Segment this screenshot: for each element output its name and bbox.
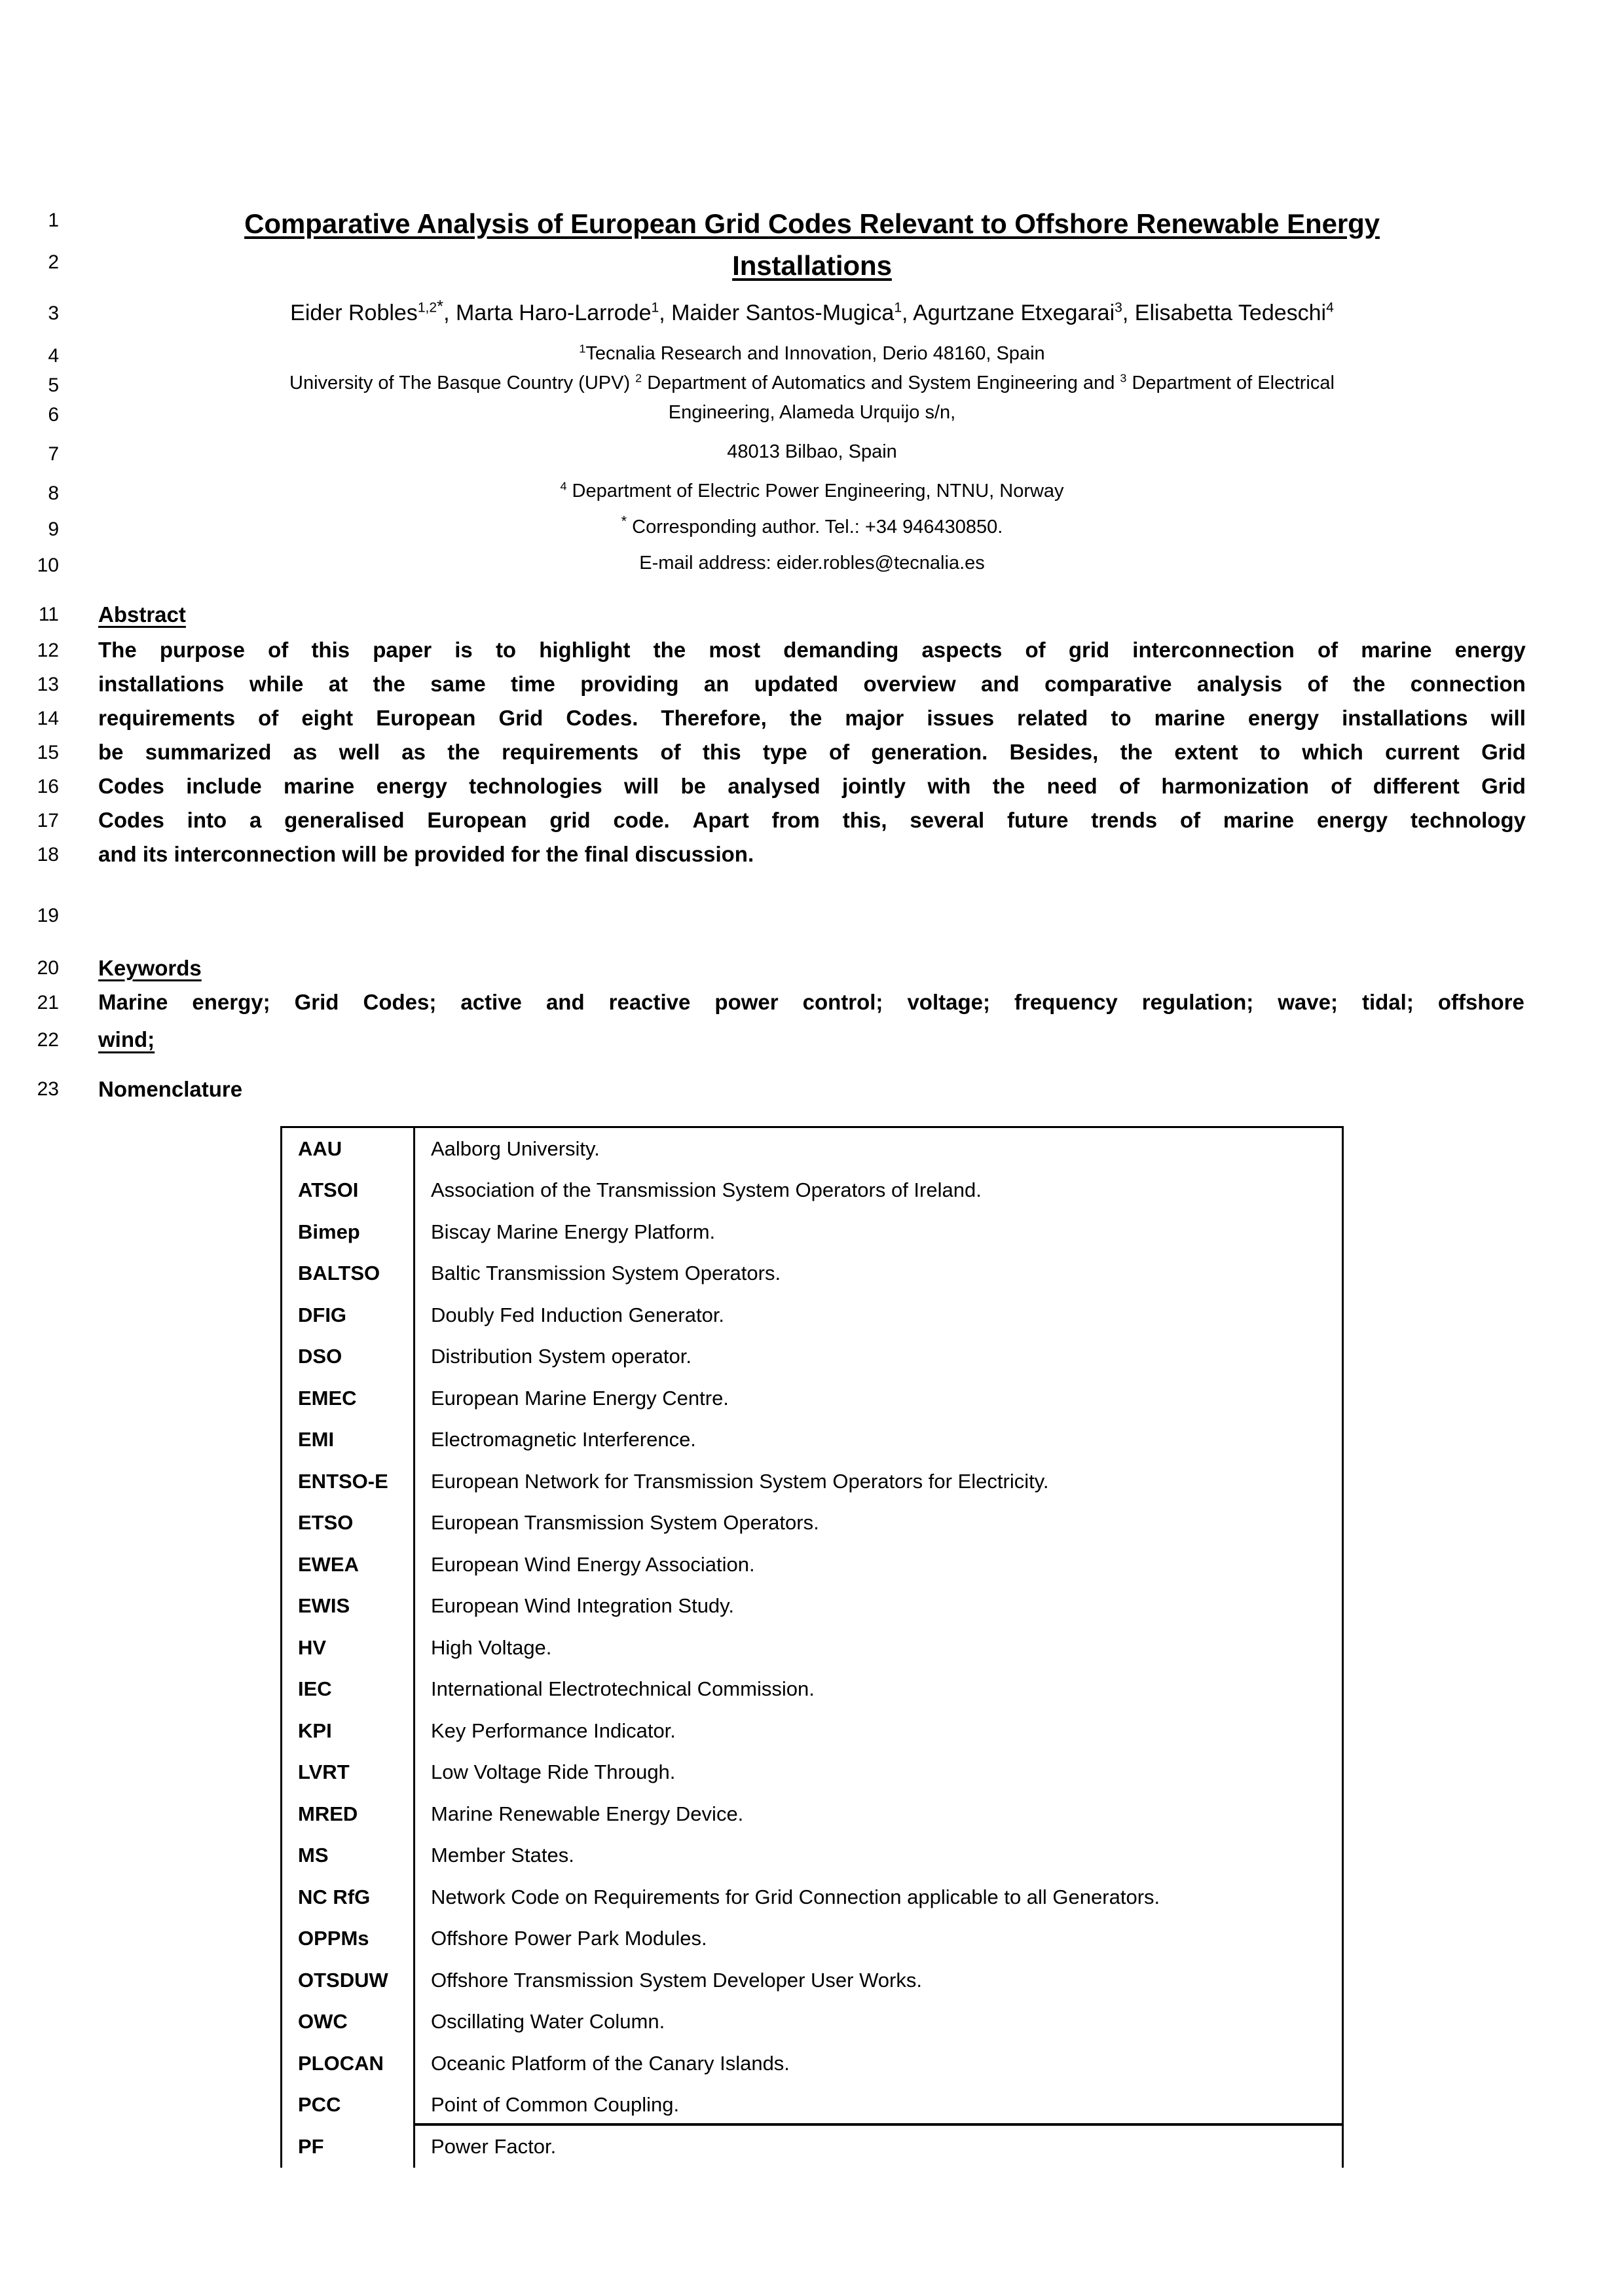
- affiliation-1-marker: 1: [579, 342, 586, 355]
- keywords-heading: [98, 956, 1526, 981]
- abstract-word: this: [311, 638, 350, 662]
- abstract-word: an: [703, 672, 729, 696]
- line-number: 17: [37, 810, 59, 831]
- table-row: [282, 1627, 1342, 1669]
- nomenclature-definition: Distribution System operator.: [431, 1345, 692, 1368]
- nomenclature-definition: European Wind Energy Association.: [431, 1552, 755, 1576]
- affiliation-3-text: Engineering, Alameda Urquijo s/n,: [668, 402, 956, 423]
- keyword-word: power: [714, 990, 779, 1014]
- nomenclature-abbreviation: EMI: [282, 1419, 415, 1461]
- line-number: 14: [37, 708, 59, 729]
- affiliation-5-marker: 4: [560, 479, 567, 493]
- line-number: 16: [37, 776, 59, 797]
- abstract-word: interconnection: [1132, 638, 1295, 662]
- nomenclature-definition: Doubly Fed Induction Generator.: [431, 1303, 725, 1326]
- nomenclature-abbreviation: PCC: [282, 2085, 415, 2126]
- abstract-word: include: [186, 774, 262, 798]
- nomenclature-definition: Marine Renewable Energy Device.: [431, 1802, 744, 1825]
- table-row: [282, 1253, 1342, 1295]
- nomenclature-table-left-stub: [280, 2123, 282, 2138]
- abstract-word: summarized: [145, 740, 272, 764]
- abstract-word: of: [1331, 774, 1352, 798]
- nomenclature-abbreviation: OPPMs: [282, 1918, 415, 1960]
- keyword-word: offshore: [1437, 990, 1524, 1014]
- abstract-word: updated: [754, 672, 839, 696]
- table-row: [282, 1336, 1342, 1378]
- nomenclature-abbreviation: PLOCAN: [282, 2043, 415, 2085]
- table-row: [282, 1170, 1342, 1212]
- abstract-word: to: [1259, 740, 1280, 764]
- corresponding-author-line: [98, 513, 1526, 538]
- nomenclature-abbreviation: OWC: [282, 2001, 415, 2043]
- abstract-word: of: [1025, 638, 1046, 662]
- abstract-line: [98, 638, 1526, 662]
- corresponding-author-text: Corresponding author. Tel.: +34 946430850.: [627, 517, 1003, 538]
- table-row: [282, 1461, 1342, 1503]
- abstract-word: the: [653, 638, 686, 662]
- abstract-word: from: [771, 808, 820, 832]
- table-row: [282, 1669, 1342, 1711]
- abstract-word: the: [992, 774, 1025, 798]
- abstract-word: grid: [1068, 638, 1110, 662]
- page-title-line-2: [98, 250, 1526, 281]
- line-number: 22: [37, 1029, 59, 1051]
- affiliation-2-text-a: University of The Basque Country (UPV): [289, 373, 636, 393]
- nomenclature-abbreviation: BALTSO: [282, 1253, 415, 1295]
- abstract-word: trends: [1091, 808, 1158, 832]
- line-number: 8: [48, 483, 59, 504]
- author-5-affil-marker: 4: [1326, 300, 1334, 316]
- abstract-word: European: [376, 706, 476, 730]
- nomenclature-table: [280, 1126, 1344, 2168]
- affiliation-1-text: Tecnalia Research and Innovation, Derio 48160, Spain: [585, 343, 1045, 364]
- author-3-affil-marker: 1: [894, 300, 902, 316]
- abstract-word: Therefore,: [661, 706, 767, 730]
- affiliation-4: [98, 442, 1526, 463]
- abstract-word: major: [845, 706, 904, 730]
- line-number: 12: [37, 640, 59, 661]
- abstract-word: providing: [580, 672, 679, 696]
- abstract-word: as: [293, 740, 318, 764]
- abstract-word: at: [328, 672, 348, 696]
- abstract-word: energy: [1316, 808, 1388, 832]
- nomenclature-definition: Key Performance Indicator.: [431, 1719, 676, 1742]
- abstract-word: Codes: [98, 774, 164, 798]
- table-row: [282, 1544, 1342, 1586]
- abstract-word: the: [373, 672, 405, 696]
- keyword-word: reactive: [608, 990, 691, 1014]
- affiliation-3: [98, 403, 1526, 424]
- keyword-word: Codes;: [363, 990, 437, 1014]
- abstract-heading-text: Abstract: [98, 602, 186, 627]
- nomenclature-definition: Offshore Power Park Modules.: [431, 1927, 707, 1950]
- abstract-word: technology: [1410, 808, 1526, 832]
- nomenclature-definition: Biscay Marine Energy Platform.: [431, 1220, 716, 1243]
- abstract-word: future: [1006, 808, 1069, 832]
- keyword-word: energy;: [192, 990, 270, 1014]
- table-row: [282, 1793, 1342, 1835]
- nomenclature-abbreviation: IEC: [282, 1669, 415, 1711]
- abstract-word: requirements: [98, 706, 236, 730]
- affiliation-3-marker: 3: [1120, 371, 1127, 385]
- nomenclature-abbreviation: Bimep: [282, 1211, 415, 1253]
- abstract-word: and: [981, 672, 1020, 696]
- keyword-word: frequency: [1014, 990, 1118, 1014]
- abstract-word: marine: [1223, 808, 1295, 832]
- nomenclature-abbreviation: EMEC: [282, 1377, 415, 1419]
- abstract-word: highlight: [539, 638, 631, 662]
- line-number: 6: [48, 404, 59, 426]
- abstract-word: be: [680, 774, 707, 798]
- nomenclature-abbreviation: ATSOI: [282, 1170, 415, 1212]
- abstract-word: grid: [549, 808, 591, 832]
- affiliation-2: [98, 373, 1526, 394]
- email-address-text: E-mail address: eider.robles@tecnalia.es: [639, 553, 985, 574]
- abstract-word: eight: [301, 706, 354, 730]
- abstract-word: Grid: [1481, 740, 1526, 764]
- abstract-word: to: [1111, 706, 1132, 730]
- nomenclature-definition: Oscillating Water Column.: [431, 2010, 665, 2033]
- abstract-word: harmonization: [1161, 774, 1309, 798]
- table-row: [282, 1710, 1342, 1752]
- nomenclature-definition: Oceanic Platform of the Canary Islands.: [431, 2051, 790, 2075]
- page-title-line-1: [98, 208, 1526, 239]
- table-row: [282, 1586, 1342, 1628]
- abstract-word: issues: [927, 706, 995, 730]
- nomenclature-abbreviation: OTSDUW: [282, 1959, 415, 2001]
- abstract-word: this,: [842, 808, 887, 832]
- nomenclature-abbreviation: EWEA: [282, 1544, 415, 1586]
- abstract-word: while: [249, 672, 304, 696]
- nomenclature-abbreviation: ENTSO-E: [282, 1461, 415, 1503]
- abstract-word: will: [1490, 706, 1526, 730]
- author-list: [98, 297, 1526, 325]
- author-4-name: , Agurtzane Etxegarai: [902, 301, 1115, 325]
- abstract-word: which: [1302, 740, 1363, 764]
- abstract-word: code.: [613, 808, 670, 832]
- abstract-word: energy: [1454, 638, 1526, 662]
- abstract-word: of: [1307, 672, 1328, 696]
- table-row: [282, 1211, 1342, 1253]
- abstract-word: Codes.: [566, 706, 638, 730]
- abstract-word: analysis: [1196, 672, 1283, 696]
- affiliation-2-text-c: Department of Electrical: [1126, 373, 1335, 393]
- abstract-word: energy: [1247, 706, 1320, 730]
- affiliation-4-text: 48013 Bilbao, Spain: [727, 441, 897, 462]
- abstract-word: Apart: [692, 808, 749, 832]
- line-number: 19: [37, 905, 59, 926]
- line-number: 5: [48, 374, 59, 396]
- nomenclature-abbreviation: EWIS: [282, 1586, 415, 1628]
- nomenclature-definition: Member States.: [431, 1844, 574, 1867]
- abstract-word: Grid: [498, 706, 544, 730]
- keywords-line-2: [98, 1028, 1526, 1051]
- abstract-word: European: [427, 808, 527, 832]
- nomenclature-definition: European Marine Energy Centre.: [431, 1386, 729, 1410]
- abstract-line: [98, 706, 1526, 730]
- abstract-word: Grid: [1481, 774, 1526, 798]
- abstract-word: marine: [1154, 706, 1225, 730]
- keyword-word: and: [545, 990, 585, 1014]
- line-number: 4: [48, 345, 59, 367]
- line-number: 23: [37, 1078, 59, 1100]
- nomenclature-definition: High Voltage.: [431, 1635, 552, 1659]
- abstract-word: generalised: [284, 808, 405, 832]
- abstract-word: requirements: [502, 740, 639, 764]
- abstract-word: as: [401, 740, 426, 764]
- nomenclature-definition: Low Voltage Ride Through.: [431, 1760, 676, 1784]
- corresponding-author-star: *: [621, 513, 627, 530]
- abstract-word: Codes: [98, 808, 164, 832]
- table-row: [282, 2001, 1342, 2043]
- nomenclature-definition: Network Code on Requirements for Grid Connection applicable to all Generators.: [431, 1885, 1160, 1908]
- abstract-word: purpose: [159, 638, 245, 662]
- abstract-word: the: [1352, 672, 1386, 696]
- nomenclature-definition: European Wind Integration Study.: [431, 1594, 734, 1618]
- abstract-word: installations: [1342, 706, 1468, 730]
- abstract-heading: [98, 602, 1526, 627]
- line-number: 10: [37, 555, 59, 576]
- keyword-word: voltage;: [907, 990, 990, 1014]
- abstract-word: paper: [373, 638, 432, 662]
- nomenclature-definition: Aalborg University.: [431, 1137, 600, 1160]
- abstract-word: into: [187, 808, 227, 832]
- abstract-word: with: [927, 774, 971, 798]
- abstract-word: will: [624, 774, 659, 798]
- nomenclature-abbreviation: DFIG: [282, 1294, 415, 1336]
- abstract-word: of: [1317, 638, 1338, 662]
- line-number: 18: [37, 844, 59, 866]
- corresponding-author-marker: *: [437, 297, 444, 316]
- nomenclature-abbreviation: HV: [282, 1627, 415, 1669]
- title-text-2: Installations: [732, 250, 892, 281]
- abstract-word: of: [1179, 808, 1201, 832]
- table-row: [282, 1959, 1342, 2001]
- table-row: [282, 1503, 1342, 1544]
- nomenclature-definition: Baltic Transmission System Operators.: [431, 1262, 781, 1285]
- nomenclature-abbreviation: NC RfG: [282, 1876, 415, 1918]
- nomenclature-abbreviation: ETSO: [282, 1503, 415, 1544]
- nomenclature-definition: European Transmission System Operators.: [431, 1511, 819, 1535]
- abstract-word: to: [495, 638, 517, 662]
- keyword-word: Marine: [98, 990, 168, 1014]
- abstract-word: need: [1046, 774, 1098, 798]
- affiliation-5-text: Department of Electric Power Engineering, NTNU, Norway: [566, 481, 1064, 501]
- line-number: 7: [48, 443, 59, 465]
- abstract-word: of: [258, 706, 279, 730]
- abstract-line: and its interconnection will be provided for the final discussion.: [98, 842, 754, 866]
- nomenclature-abbreviation: MS: [282, 1835, 415, 1877]
- abstract-word: generation.: [871, 740, 988, 764]
- abstract-word: of: [268, 638, 289, 662]
- table-row: [282, 1752, 1342, 1794]
- affiliation-5: [98, 481, 1526, 502]
- keyword-word: regulation;: [1141, 990, 1254, 1014]
- nomenclature-definition: Point of Common Coupling.: [431, 2093, 680, 2117]
- table-row: [282, 1835, 1342, 1877]
- nomenclature-definition: Power Factor.: [431, 2134, 557, 2158]
- abstract-word: energy: [376, 774, 447, 798]
- author-4-affil-marker: 3: [1115, 300, 1122, 316]
- title-text-1: Comparative Analysis of European Grid Codes Relevant to Offshore Renewable Energy: [244, 208, 1380, 239]
- table-row: [282, 2126, 1342, 2168]
- abstract-word: time: [511, 672, 555, 696]
- abstract-word: same: [430, 672, 486, 696]
- keywords-heading-text: Keywords: [98, 956, 202, 980]
- table-row: [282, 2085, 1342, 2126]
- abstract-word: the: [789, 706, 822, 730]
- abstract-word: different: [1373, 774, 1460, 798]
- abstract-word: the: [1120, 740, 1153, 764]
- nomenclature-definition: International Electrotechnical Commission.: [431, 1677, 815, 1701]
- abstract-word: demanding: [783, 638, 899, 662]
- abstract-word: marine: [284, 774, 355, 798]
- author-2-name: , Marta Haro-Larrode: [443, 301, 652, 325]
- line-number: 21: [37, 992, 59, 1013]
- table-row: [282, 1918, 1342, 1960]
- abstract-word: overview: [863, 672, 956, 696]
- abstract-word: Besides,: [1009, 740, 1099, 764]
- nomenclature-heading: [98, 1077, 1526, 1102]
- abstract-word: installations: [98, 672, 225, 696]
- line-number: 13: [37, 674, 59, 695]
- abstract-word: several: [910, 808, 985, 832]
- line-number: 3: [48, 302, 59, 324]
- nomenclature-abbreviation: MRED: [282, 1793, 415, 1835]
- abstract-word: aspects: [921, 638, 1003, 662]
- author-2-affil-marker: 1: [651, 300, 659, 316]
- author-5-name: , Elisabetta Tedeschi: [1122, 301, 1327, 325]
- nomenclature-definition: Association of the Transmission System Operators of Ireland.: [431, 1178, 982, 1202]
- author-3-name: , Maider Santos-Mugica: [659, 301, 895, 325]
- nomenclature-table-bottom-rule: [415, 2123, 1344, 2126]
- nomenclature-abbreviation: DSO: [282, 1336, 415, 1378]
- abstract-word: a: [249, 808, 262, 832]
- abstract-word: most: [709, 638, 761, 662]
- table-row: [282, 1377, 1342, 1419]
- abstract-word: technologies: [469, 774, 602, 798]
- nomenclature-definition: European Network for Transmission System Operators for Electricity.: [431, 1469, 1049, 1493]
- nomenclature-definition: Electromagnetic Interference.: [431, 1428, 696, 1451]
- abstract-word: is: [454, 638, 473, 662]
- abstract-word: analysed: [728, 774, 821, 798]
- abstract-word: the: [447, 740, 480, 764]
- abstract-word: of: [1118, 774, 1140, 798]
- table-row: [282, 1419, 1342, 1461]
- abstract-line: [98, 809, 1526, 832]
- keyword-word: tidal;: [1361, 990, 1414, 1014]
- abstract-word: current: [1385, 740, 1460, 764]
- table-row: [282, 1294, 1342, 1336]
- abstract-line: [98, 740, 1526, 764]
- line-number: 1: [48, 210, 59, 231]
- abstract-word: be: [98, 740, 124, 764]
- nomenclature-heading-text: Nomenclature: [98, 1077, 243, 1101]
- keyword-word: control;: [802, 990, 883, 1014]
- abstract-word: jointly: [841, 774, 906, 798]
- line-number: 2: [48, 251, 59, 273]
- abstract-word: marine: [1361, 638, 1432, 662]
- table-row: [282, 1128, 1342, 1170]
- abstract-word: type: [762, 740, 807, 764]
- keywords-line-1: [98, 991, 1526, 1014]
- keyword-word: wind;: [98, 1027, 155, 1051]
- author-1-affil-marker: 1,2: [417, 300, 437, 316]
- author-1-name: Eider Robles: [290, 301, 418, 325]
- affiliation-1: [98, 344, 1526, 365]
- line-number: 15: [37, 742, 59, 763]
- nomenclature-abbreviation: PF: [282, 2126, 415, 2168]
- email-line: [98, 553, 1526, 574]
- nomenclature-abbreviation: AAU: [282, 1128, 415, 1170]
- keyword-word: Grid: [294, 990, 339, 1014]
- affiliation-2-marker: 2: [635, 371, 642, 385]
- nomenclature-definition: Offshore Transmission System Developer User Works.: [431, 1968, 922, 1992]
- line-number: 20: [37, 957, 59, 979]
- abstract-word: comparative: [1044, 672, 1172, 696]
- table-row: [282, 2043, 1342, 2085]
- abstract-word: this: [702, 740, 741, 764]
- abstract-word: related: [1017, 706, 1088, 730]
- line-number: 11: [38, 604, 59, 625]
- abstract-word: well: [339, 740, 380, 764]
- nomenclature-abbreviation: KPI: [282, 1710, 415, 1752]
- abstract-line: [98, 774, 1526, 798]
- abstract-word: connection: [1410, 672, 1526, 696]
- abstract-word: of: [660, 740, 681, 764]
- abstract-line: [98, 672, 1526, 696]
- abstract-word: of: [828, 740, 850, 764]
- nomenclature-abbreviation: LVRT: [282, 1752, 415, 1794]
- keyword-word: active: [460, 990, 522, 1014]
- abstract-word: The: [98, 638, 137, 662]
- line-number: 9: [48, 519, 59, 540]
- keyword-word: wave;: [1278, 990, 1338, 1014]
- table-row: [282, 1876, 1342, 1918]
- abstract-word: extent: [1174, 740, 1238, 764]
- affiliation-2-text-b: Department of Automatics and System Engineering and: [642, 373, 1120, 393]
